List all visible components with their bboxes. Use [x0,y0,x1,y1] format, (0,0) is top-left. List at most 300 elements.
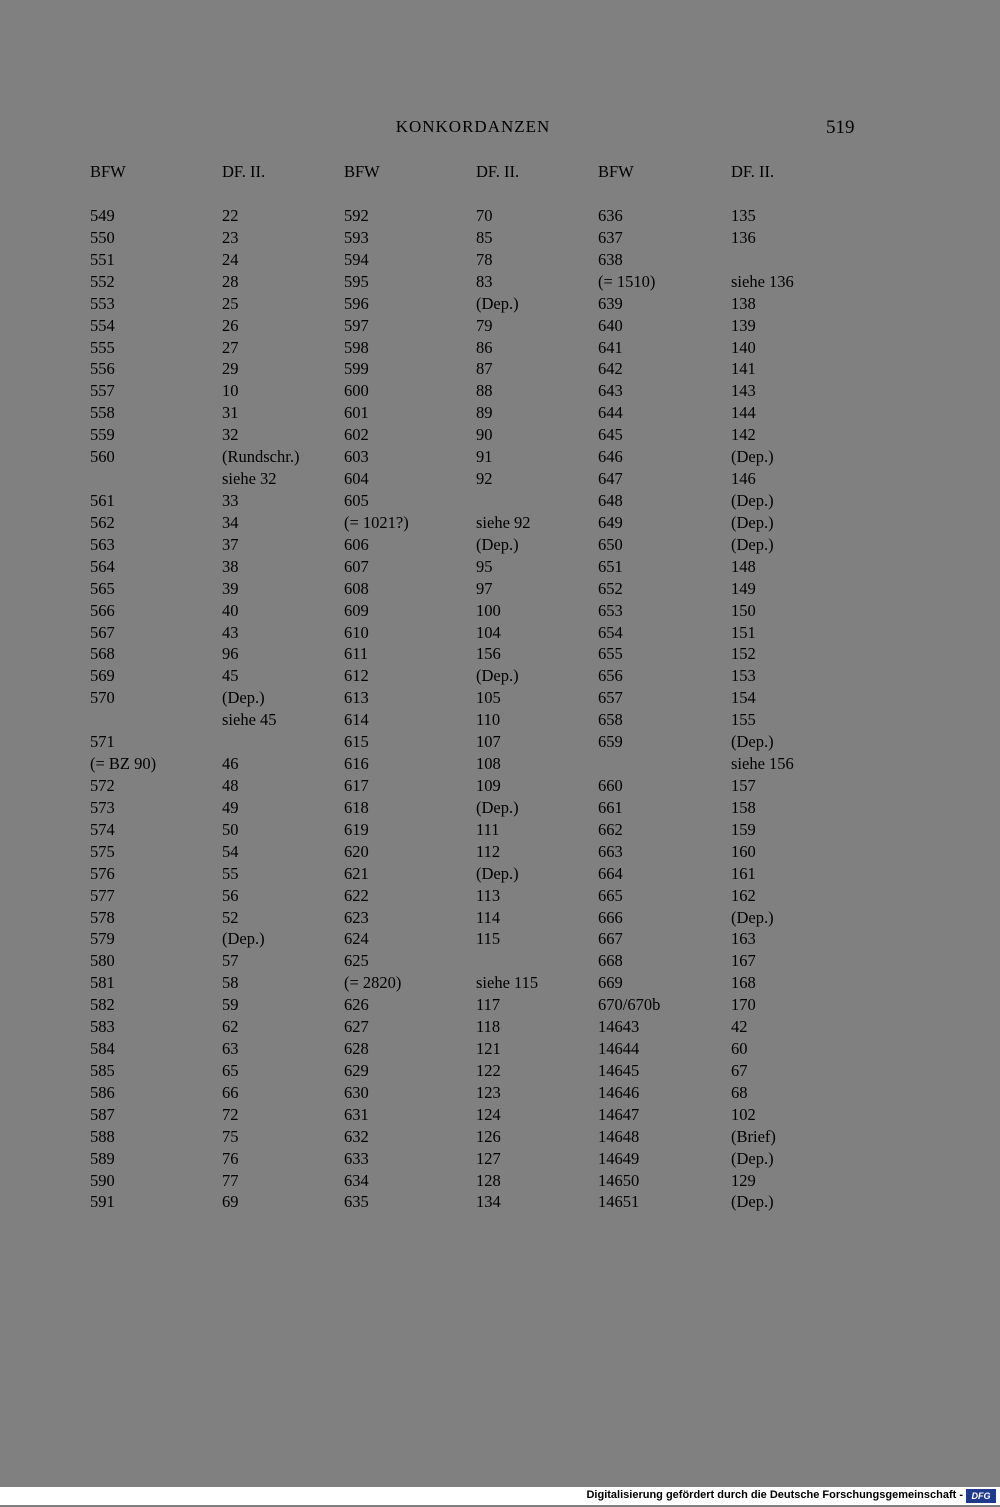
table-row [90,754,890,776]
bfw-cell: 639 [598,293,623,313]
bfw-cell: 617 [344,775,369,795]
bfw-cell: 666 [598,907,623,927]
df-cell: (Dep.) [731,534,774,554]
bfw-cell: 638 [598,249,623,269]
table-row [90,1192,890,1214]
bfw-cell: 603 [344,447,369,467]
bfw-cell: 593 [344,227,369,247]
bfw-cell: 664 [598,863,623,883]
df-cell: 142 [731,425,756,445]
df-cell: 153 [731,666,756,686]
df-cell: 117 [476,995,501,1015]
bfw-cell: 14646 [598,1082,640,1102]
df-cell: (Dep.) [476,293,519,313]
bfw-cell: 621 [344,863,369,883]
df-cell: 25 [222,293,239,313]
df-cell: 136 [731,227,756,247]
bfw-cell: 610 [344,622,369,642]
df-cell: 108 [476,754,501,774]
table-row [90,338,890,360]
df-cell: 38 [222,556,239,576]
bfw-cell: 560 [90,447,115,467]
bfw-cell: 553 [90,293,115,313]
table-row [90,929,890,951]
df-cell: (Dep.) [731,490,774,510]
bfw-cell: 609 [344,600,369,620]
df-cell: 114 [476,907,501,927]
df-cell: 75 [222,1126,239,1146]
table-row [90,359,890,381]
df-cell: 134 [476,1192,501,1212]
page-title: KONKORDANZEN [395,117,551,136]
df-cell: siehe 136 [731,271,794,291]
bfw-cell: 644 [598,403,623,423]
bfw-cell: 661 [598,797,623,817]
bfw-cell: 575 [90,841,115,861]
df-cell: 89 [476,403,493,423]
table-row [90,491,890,513]
bfw-cell: 552 [90,271,115,291]
table-row [90,294,890,316]
df-cell: 56 [222,885,239,905]
df-cell: 115 [476,929,501,949]
bfw-cell: 578 [90,907,115,927]
page-number: 519 [826,117,855,138]
bfw-cell: 645 [598,425,623,445]
table-row [90,886,890,908]
bfw-cell: 646 [598,447,623,467]
table-row [90,1149,890,1171]
df-cell: 96 [222,644,239,664]
df-cell: 150 [731,600,756,620]
df-cell: (Dep.) [222,929,265,949]
table-row [90,425,890,447]
df-cell: 140 [731,337,756,357]
bfw-cell: 573 [90,797,115,817]
bfw-cell: 613 [344,688,369,708]
table-row [90,644,890,666]
df-cell: 57 [222,951,239,971]
concordance-table [90,162,890,1214]
bfw-cell: 588 [90,1126,115,1146]
bfw-cell: 637 [598,227,623,247]
bfw-cell: (= 1021?) [344,512,409,532]
bfw-cell: 648 [598,490,623,510]
df-cell: siehe 92 [476,512,531,532]
df-cell: (Rundschr.) [222,447,300,467]
df-cell: 110 [476,710,501,730]
bfw-cell: 550 [90,227,115,247]
df-cell: 87 [476,359,493,379]
bfw-cell: 662 [598,819,623,839]
df-cell: 156 [476,644,501,664]
table-row [90,403,890,425]
bfw-cell: 599 [344,359,369,379]
bfw-cell: (= 2820) [344,973,402,993]
bfw-cell: 569 [90,666,115,686]
bfw-cell: 574 [90,819,115,839]
bfw-cell: 670/670b [598,995,661,1015]
df-cell: 79 [476,315,493,335]
table-body [90,206,890,1214]
df-cell: 10 [222,381,239,401]
table-row [90,798,890,820]
df-cell: 157 [731,775,756,795]
df-cell: 105 [476,688,501,708]
df-cell: siehe 115 [476,973,539,993]
df-cell: 160 [731,841,756,861]
df-cell: 22 [222,206,239,225]
table-row [90,557,890,579]
df-cell: 49 [222,797,239,817]
df-cell: 128 [476,1170,501,1190]
df-cell: 72 [222,1104,239,1124]
df-cell: 39 [222,578,239,598]
df-cell: siehe 156 [731,754,794,774]
table-row [90,1017,890,1039]
bfw-cell: 655 [598,644,623,664]
df-cell: 29 [222,359,239,379]
bfw-cell: 606 [344,534,369,554]
df-cell: siehe 45 [222,710,277,730]
df-cell: 26 [222,315,239,335]
bfw-cell: 566 [90,600,115,620]
table-row [90,228,890,250]
df-cell: 59 [222,995,239,1015]
header-df-3: DF. II. [731,162,775,181]
df-cell: 70 [476,206,493,225]
table-row [90,535,890,557]
footer-text: Digitalisierung gefördert durch die Deutsche Forschungsgemeinschaft - [586,1489,963,1501]
table-row [90,1083,890,1105]
bfw-cell: 14650 [598,1170,640,1190]
bfw-cell: 629 [344,1060,369,1080]
df-cell: 167 [731,951,756,971]
bfw-cell: 557 [90,381,115,401]
df-cell: 23 [222,227,239,247]
bfw-cell: 584 [90,1039,115,1059]
df-cell: 118 [476,1017,501,1037]
bfw-cell: 600 [344,381,369,401]
table-row [90,623,890,645]
header-bfw-2: BFW [344,162,380,181]
df-cell: (Brief) [731,1126,776,1146]
bfw-cell: 615 [344,732,369,752]
bfw-cell: 597 [344,315,369,335]
df-cell: 28 [222,271,239,291]
bfw-cell: 652 [598,578,623,598]
table-row [90,1127,890,1149]
table-row [90,951,890,973]
df-cell: 65 [222,1060,239,1080]
bfw-cell: 611 [344,644,369,664]
bfw-cell: 608 [344,578,369,598]
df-cell: (Dep.) [731,447,774,467]
bfw-cell: 14644 [598,1039,640,1059]
table-row [90,447,890,469]
table-row [90,973,890,995]
table-row [90,579,890,601]
bfw-cell: 631 [344,1104,369,1124]
bfw-cell: 625 [344,951,369,971]
df-cell: 155 [731,710,756,730]
bfw-cell: 583 [90,1017,115,1037]
df-cell: 100 [476,600,501,620]
bfw-cell: 605 [344,490,369,510]
df-cell: (Dep.) [222,688,265,708]
bfw-cell: 659 [598,732,623,752]
bfw-cell: 668 [598,951,623,971]
bfw-cell: 616 [344,754,369,774]
df-cell: 90 [476,425,493,445]
table-row [90,1171,890,1193]
df-cell: 141 [731,359,756,379]
bfw-cell: 618 [344,797,369,817]
df-cell: (Dep.) [476,666,519,686]
bfw-cell: 656 [598,666,623,686]
bfw-cell: 571 [90,732,115,752]
footer-bar [0,1487,1000,1505]
df-cell: 69 [222,1192,239,1212]
df-cell: 78 [476,249,493,269]
header-df-2: DF. II. [476,162,520,181]
bfw-cell: 632 [344,1126,369,1146]
bfw-cell: 559 [90,425,115,445]
df-cell: 92 [476,469,493,489]
bfw-cell: 564 [90,556,115,576]
bfw-cell: 580 [90,951,115,971]
df-cell: 42 [731,1017,748,1037]
df-cell: 31 [222,403,239,423]
bfw-cell: 640 [598,315,623,335]
df-cell: (Dep.) [731,907,774,927]
bfw-cell: 594 [344,249,369,269]
bfw-cell: 558 [90,403,115,423]
bfw-cell: 551 [90,249,115,269]
df-cell: 60 [731,1039,748,1059]
df-cell: 37 [222,534,239,554]
bfw-cell: 604 [344,469,369,489]
table-row [90,513,890,535]
table-row [90,908,890,930]
bfw-cell: 627 [344,1017,369,1037]
bfw-cell: 612 [344,666,369,686]
bfw-cell: 577 [90,885,115,905]
df-cell: 149 [731,578,756,598]
bfw-cell: 601 [344,403,369,423]
df-cell: 45 [222,666,239,686]
df-cell: 88 [476,381,493,401]
df-cell: 126 [476,1126,501,1146]
bfw-cell: 563 [90,534,115,554]
bfw-cell: 667 [598,929,623,949]
dfg-logo: DFG [966,1489,996,1503]
df-cell: (Dep.) [731,1192,774,1212]
df-cell: 112 [476,841,501,861]
bfw-cell: 658 [598,710,623,730]
bfw-cell: 614 [344,710,369,730]
bfw-cell: 589 [90,1148,115,1168]
df-cell: 139 [731,315,756,335]
header-bfw-1: BFW [90,162,126,181]
bfw-cell: 647 [598,469,623,489]
df-cell: 144 [731,403,756,423]
bfw-cell: 556 [90,359,115,379]
bfw-cell: 591 [90,1192,115,1212]
bfw-cell: 596 [344,293,369,313]
df-cell: 66 [222,1082,239,1102]
table-row [90,842,890,864]
df-cell: 95 [476,556,493,576]
bfw-cell: 14645 [598,1060,640,1080]
bfw-cell: 549 [90,206,115,225]
df-cell: 129 [731,1170,756,1190]
df-cell: 27 [222,337,239,357]
bfw-cell: 657 [598,688,623,708]
df-cell: 159 [731,819,756,839]
bfw-cell: 641 [598,337,623,357]
df-cell: 138 [731,293,756,313]
bfw-cell: 620 [344,841,369,861]
bfw-cell: 14648 [598,1126,640,1146]
df-cell: 113 [476,885,501,905]
bfw-cell: 590 [90,1170,115,1190]
df-cell: 34 [222,512,239,532]
df-cell: 55 [222,863,239,883]
df-cell: 127 [476,1148,501,1168]
df-cell: 97 [476,578,493,598]
df-cell: 111 [476,819,500,839]
df-cell: (Dep.) [731,732,774,752]
df-cell: 85 [476,227,493,247]
bfw-cell: 619 [344,819,369,839]
header-bfw-3: BFW [598,162,634,181]
df-cell: 104 [476,622,501,642]
df-cell: 158 [731,797,756,817]
df-cell: 152 [731,644,756,664]
bfw-cell: 622 [344,885,369,905]
df-cell: (Dep.) [731,1148,774,1168]
df-cell: 32 [222,425,239,445]
bfw-cell: 587 [90,1104,115,1124]
df-cell: 162 [731,885,756,905]
df-cell: (Dep.) [476,863,519,883]
bfw-cell: 624 [344,929,369,949]
table-row [90,381,890,403]
bfw-cell: 623 [344,907,369,927]
df-cell: 161 [731,863,756,883]
bfw-cell: 14651 [598,1192,640,1212]
table-row [90,776,890,798]
bfw-cell: 585 [90,1060,115,1080]
table-row [90,1039,890,1061]
bfw-cell: 654 [598,622,623,642]
df-cell: 83 [476,271,493,291]
table-row [90,732,890,754]
table-row [90,272,890,294]
df-cell: 43 [222,622,239,642]
df-cell: 62 [222,1017,239,1037]
df-cell: 52 [222,907,239,927]
bfw-cell: 579 [90,929,115,949]
df-cell: 170 [731,995,756,1015]
bfw-cell: 598 [344,337,369,357]
bfw-cell: 592 [344,206,369,225]
df-cell: (Dep.) [731,512,774,532]
df-cell: 50 [222,819,239,839]
bfw-cell: 650 [598,534,623,554]
bfw-cell: 602 [344,425,369,445]
bfw-cell: 561 [90,490,115,510]
df-cell: 102 [731,1104,756,1124]
df-cell: 148 [731,556,756,576]
table-row [90,469,890,491]
df-cell: 68 [731,1082,748,1102]
bfw-cell: 568 [90,644,115,664]
bfw-cell: 607 [344,556,369,576]
bfw-cell: (= 1510) [598,271,656,291]
df-cell: 58 [222,973,239,993]
bfw-cell: 651 [598,556,623,576]
df-cell: siehe 32 [222,469,277,489]
df-cell: 143 [731,381,756,401]
df-cell: (Dep.) [476,534,519,554]
df-cell: 146 [731,469,756,489]
bfw-cell: 633 [344,1148,369,1168]
bfw-cell: 653 [598,600,623,620]
df-cell: 91 [476,447,493,467]
bfw-cell: 567 [90,622,115,642]
df-cell: 163 [731,929,756,949]
df-cell: 123 [476,1082,501,1102]
df-cell: 109 [476,775,501,795]
table-row [90,316,890,338]
df-cell: 121 [476,1039,501,1059]
bfw-cell: 626 [344,995,369,1015]
df-cell: 76 [222,1148,239,1168]
bfw-cell: 669 [598,973,623,993]
bfw-cell: 562 [90,512,115,532]
table-row [90,864,890,886]
bfw-cell: 628 [344,1039,369,1059]
bfw-cell: 649 [598,512,623,532]
table-header-row [90,162,890,206]
bfw-cell: 660 [598,775,623,795]
bfw-cell: 14647 [598,1104,640,1124]
bfw-cell: 582 [90,995,115,1015]
df-cell: 63 [222,1039,239,1059]
bfw-cell: 665 [598,885,623,905]
df-cell: 86 [476,337,493,357]
df-cell: (Dep.) [476,797,519,817]
table-row [90,206,890,228]
bfw-cell: 576 [90,863,115,883]
df-cell: 154 [731,688,756,708]
bfw-cell: 572 [90,775,115,795]
df-cell: 168 [731,973,756,993]
df-cell: 40 [222,600,239,620]
bfw-cell: 555 [90,337,115,357]
df-cell: 77 [222,1170,239,1190]
bfw-cell: 565 [90,578,115,598]
bfw-cell: 636 [598,206,623,225]
df-cell: 122 [476,1060,501,1080]
table-row [90,710,890,732]
bfw-cell: 642 [598,359,623,379]
bfw-cell: (= BZ 90) [90,754,157,774]
bfw-cell: 630 [344,1082,369,1102]
table-row [90,1061,890,1083]
